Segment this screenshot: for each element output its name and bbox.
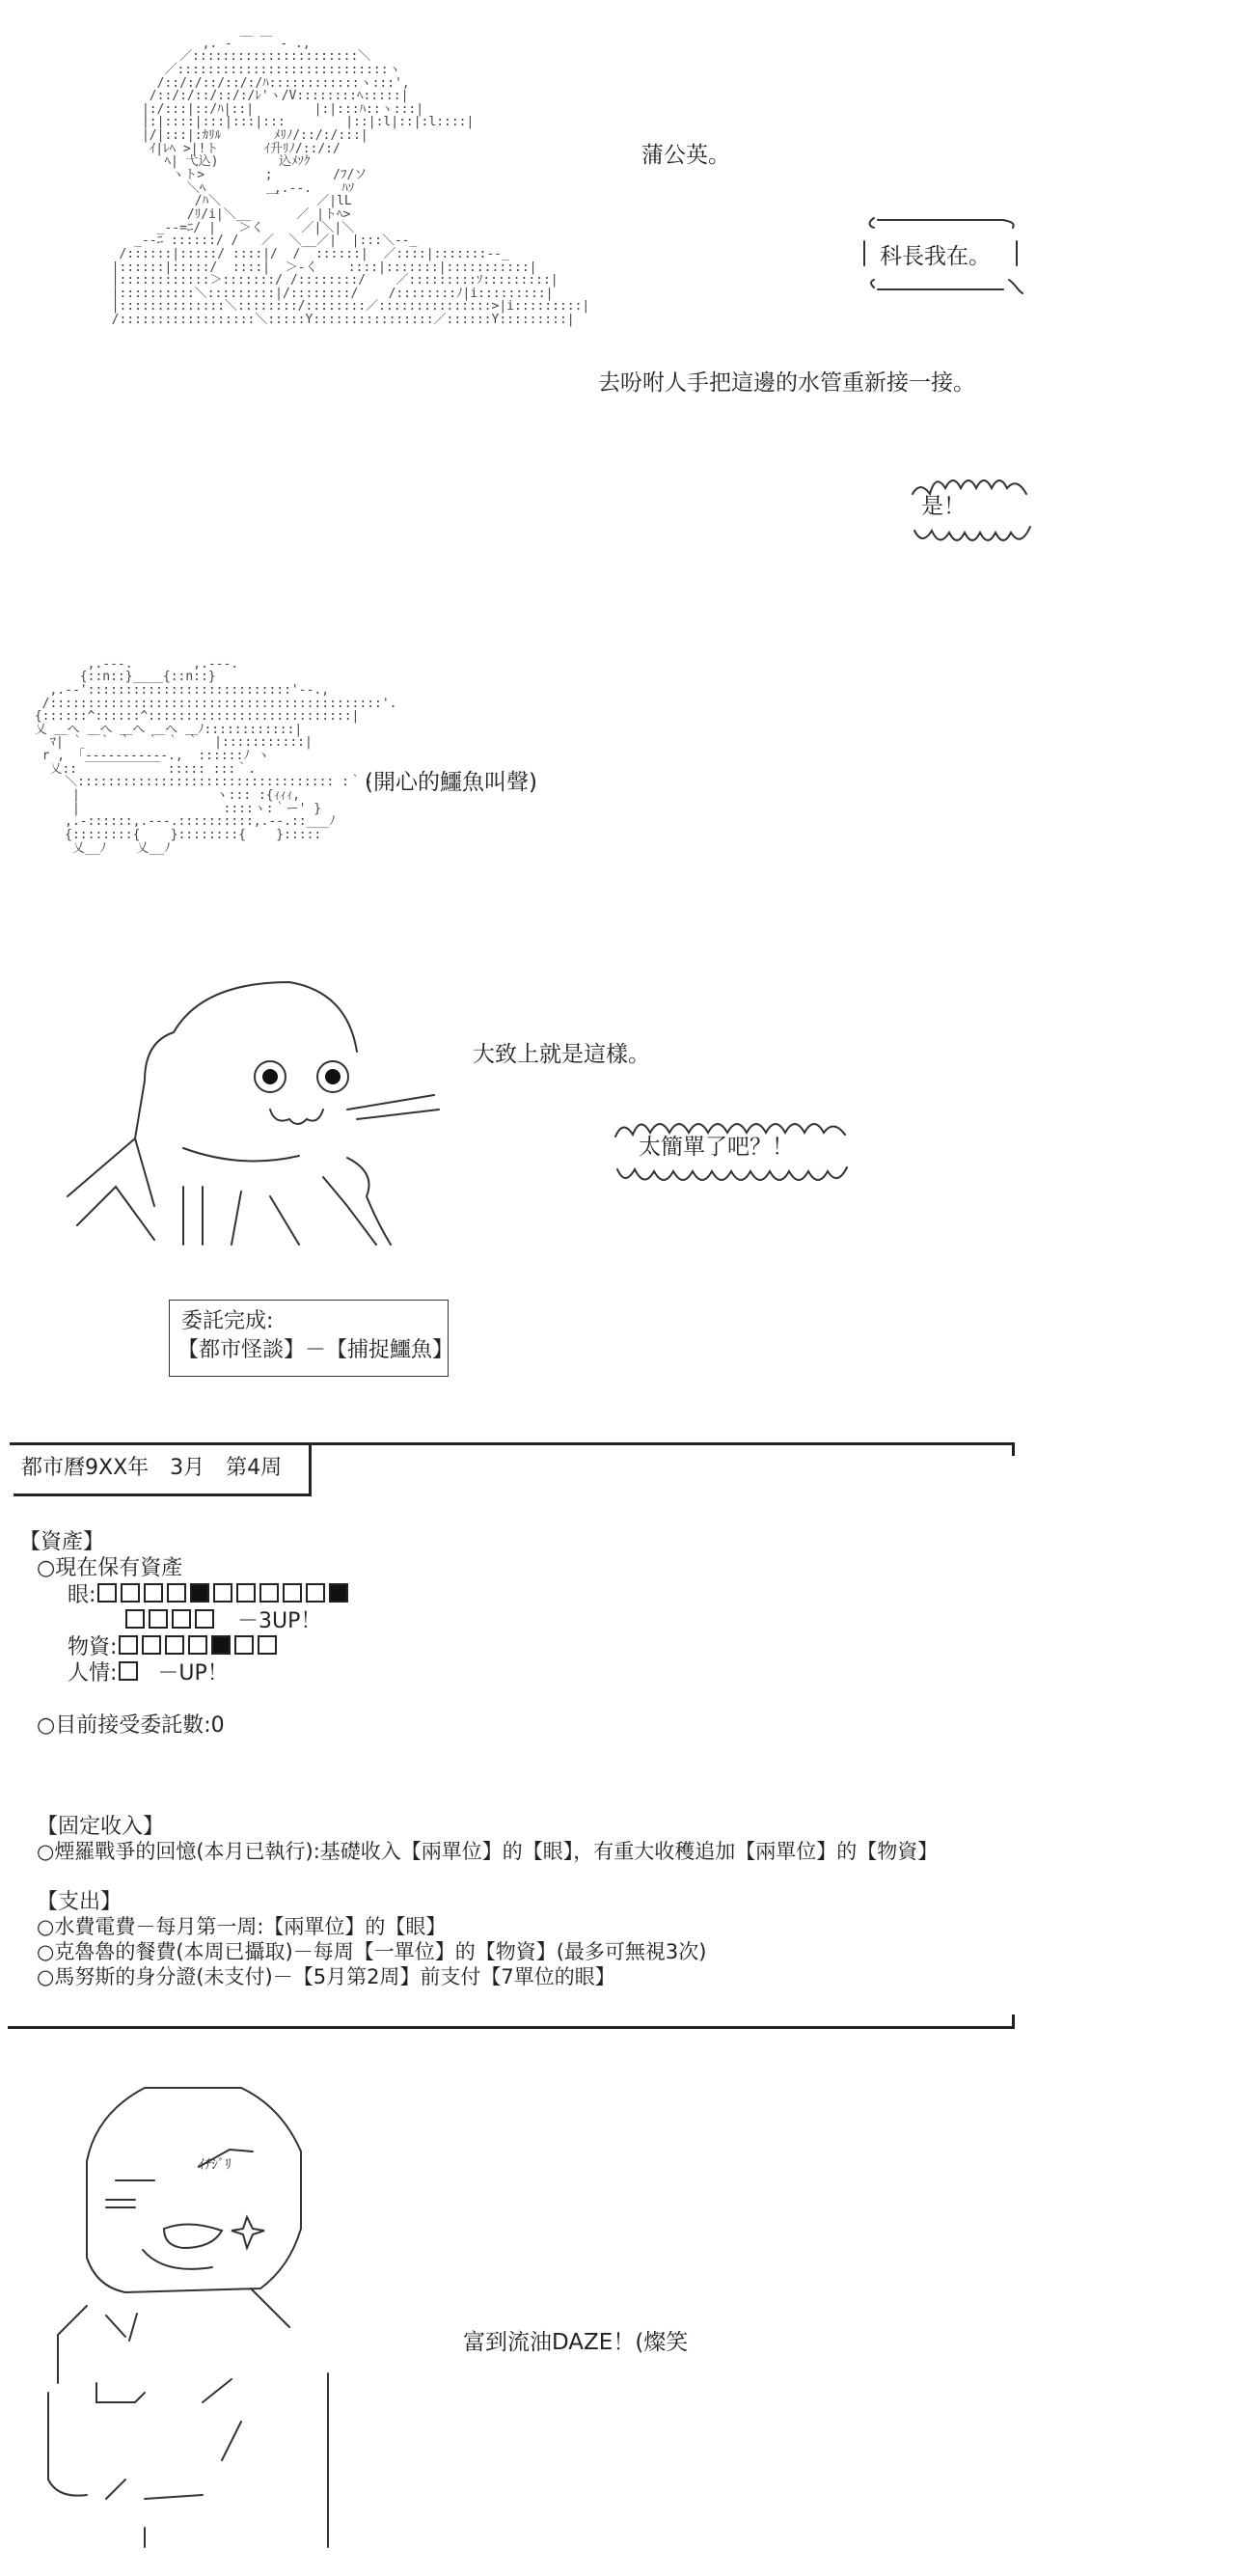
empty-box	[188, 1635, 207, 1655]
goods-label: 物資:	[68, 1635, 118, 1659]
empty-box	[236, 1583, 256, 1603]
filled-box	[211, 1635, 231, 1655]
empty-box	[167, 1583, 186, 1603]
status-bottom-rule-tick	[1012, 2014, 1015, 2029]
date-box	[14, 1445, 312, 1496]
status-bottom-rule	[8, 2026, 1015, 2029]
favor-boxes	[117, 1661, 140, 1685]
empty-box	[195, 1609, 214, 1629]
current-assets-label: ○現在保有資產	[37, 1556, 183, 1580]
empty-box	[125, 1609, 145, 1629]
empty-box	[149, 1609, 168, 1629]
empty-box	[258, 1635, 277, 1655]
empty-box	[97, 1583, 117, 1603]
favor-suffix: －UP！	[157, 1661, 229, 1685]
ascii-art-character-suit: ,. ‐ ￣ ￣ ‐ ., ／::::::::::::::::::::::＼ ／::::::::::::::::::::::::::::ヽ /::/:/::/::/:/ﾊ::::::::::::ヽ:::', /::/:/::/::/:/ﾚ'ヽ/V::::::::ﾍ:::::| |:/:::|::/ﾊ|::| |:|:::ﾊ::ヽ:::| |:|::::|:::|:::|::: |::|:l|::|:l::::| |/|:::|:ｶﾘﾙ ﾒﾘﾉ/::/:/:::| ｲ|ﾚﾍ >|!ト ｲ升ﾘﾉ/::/:/ ﾍ| 弋込) 込ﾒｿｸ ヽト> ; /ﾌ/ソ ＼ﾍ ,.-‐. ﾊｿ /ﾊ＼ ￣ ／|lL /ﾘ/i|＼__ ／ |トﾍ> _-‐=ﾆ/ | ＞く ／|＼|＼ _-‐ﾆ ::::::/ / ／ ＼__／| |:::＼‐-_ /::::::|:::::/ ::::|/ / ::::::| ／::::|:::::::‐-_ |::::::|:::::/ ::::| ＞-く ::::|:::::::|:::::::::::| |::::::::::::＞:::::::/ /::::::::/ ／:::::::::ｿ:::::::::| |::::::::::＼:::::::::|/::::::::/ /::::::::ﾉ|i:::::::::| |::::::::::::::＼::::::::/::::::::／:::::::::::::::>|i:::::::::| /::::::::::::::::::＼:::::Y::::::::::::::::／::::::Y:::::::::|	[111, 36, 590, 328]
eye-extra-suffix: －3UP！	[237, 1609, 322, 1633]
expense-item: ○水費電費－每月第一周:【兩單位】的【眼】	[37, 1915, 447, 1938]
expense-header: 【支出】	[37, 1890, 123, 1914]
speech-bubble-text: 科長我在。	[880, 244, 991, 269]
shout-text: 太簡單了吧？！	[639, 1135, 794, 1160]
empty-box	[234, 1635, 254, 1655]
empty-box	[142, 1635, 161, 1655]
commission-title: 委託完成:	[181, 1309, 274, 1333]
commission-count: ○目前接受委託數:0	[37, 1713, 225, 1738]
shout-text: 是！	[921, 494, 966, 519]
fixed-income-item: ○煙羅戰爭的回憶(本月已執行):基礎收入【兩單位】的【眼】，有重大收穫追加【兩單位】的【物資】	[37, 1840, 939, 1863]
empty-box	[119, 1661, 138, 1681]
empty-box	[172, 1609, 191, 1629]
dialogue-line: 大致上就是這樣。	[473, 1042, 650, 1067]
empty-box	[283, 1583, 302, 1603]
caption-text: (開心的鱷魚叫聲)	[365, 770, 537, 795]
blob-character-drawing	[58, 965, 424, 1254]
assets-header: 【資產】	[19, 1530, 105, 1554]
empty-box	[144, 1583, 163, 1603]
filled-box	[329, 1583, 348, 1603]
expense-item: ○克魯魯的餐費(本周已攝取)－每周【一單位】的【物資】(最多可無視3次)	[37, 1940, 707, 1963]
empty-box	[213, 1583, 232, 1603]
dialogue-line: 去吩咐人手把這邊的水管重新接一接。	[598, 370, 975, 396]
favor-row	[68, 1660, 229, 1688]
empty-box	[121, 1583, 140, 1603]
face-text: ｲﾁｼﾞﾘ	[198, 2157, 232, 2173]
empty-box	[165, 1635, 184, 1655]
grinning-character-drawing	[29, 2074, 347, 2557]
commission-result-box	[169, 1300, 454, 1377]
filled-box	[190, 1583, 209, 1603]
ascii-art-crocodile: ,.-‐-. ,.-‐-. {::n::}____{::n::} ,.-‐':::::::::::::::::::::::::::'‐-., /::::::::::::::::::::::::::::::::::::::::::::'. {::::::^::::::^:::::::::::::::::::::::::::| 乂 ＿へ ＿へ ＿へ ＿へ ＿ﾉ::::::::::::| ﾏ| ｀ ｀ ｀ ｀ ｀ ｀ |:::::::::::| r , 「‐‐‐‐‐‐‐‐‐‐-., ::::::ﾉ ヽ 乂:: ￣￣￣￣￣￣ ::::: :::｀. ＼:::::::::::::::::::::::::::::::::: :｀ヽ | ヽ::: :{ｨｨｨ, | ::::ヽ:｀ー' } ,.‐::::::,.-‐-.::::::::::,.--.::___ﾉ {::::::::{ }::::::::{ }::::: 乂__ﾉ 乂__ﾉ	[34, 656, 397, 856]
empty-box	[306, 1583, 325, 1603]
eye-label: 眼:	[68, 1583, 96, 1607]
favor-label: 人情:	[68, 1661, 118, 1685]
status-top-rule-tick	[1012, 1442, 1015, 1456]
eye-row	[68, 1582, 350, 1610]
expense-item: ○馬努斯的身分證(未支付)－【5月第2周】前支付【7單位的眼】	[37, 1965, 615, 1988]
dialogue-line: 蒲公英。	[641, 143, 730, 168]
fixed-income-header: 【固定收入】	[37, 1815, 165, 1839]
eye-extra-boxes	[123, 1609, 216, 1633]
goods-boxes	[117, 1635, 279, 1659]
empty-box	[259, 1583, 279, 1603]
empty-box	[119, 1635, 138, 1655]
dialogue-line: 富到流油DAZE！(燦笑	[463, 2330, 689, 2355]
calendar-date: 都市曆9XX年 3月 第4周	[21, 1456, 283, 1480]
goods-row	[68, 1634, 279, 1662]
commission-detail: 【都市怪談】－【捕捉鱷魚】	[177, 1338, 454, 1362]
eye-boxes	[95, 1583, 350, 1607]
eye-extra-row	[123, 1608, 321, 1636]
